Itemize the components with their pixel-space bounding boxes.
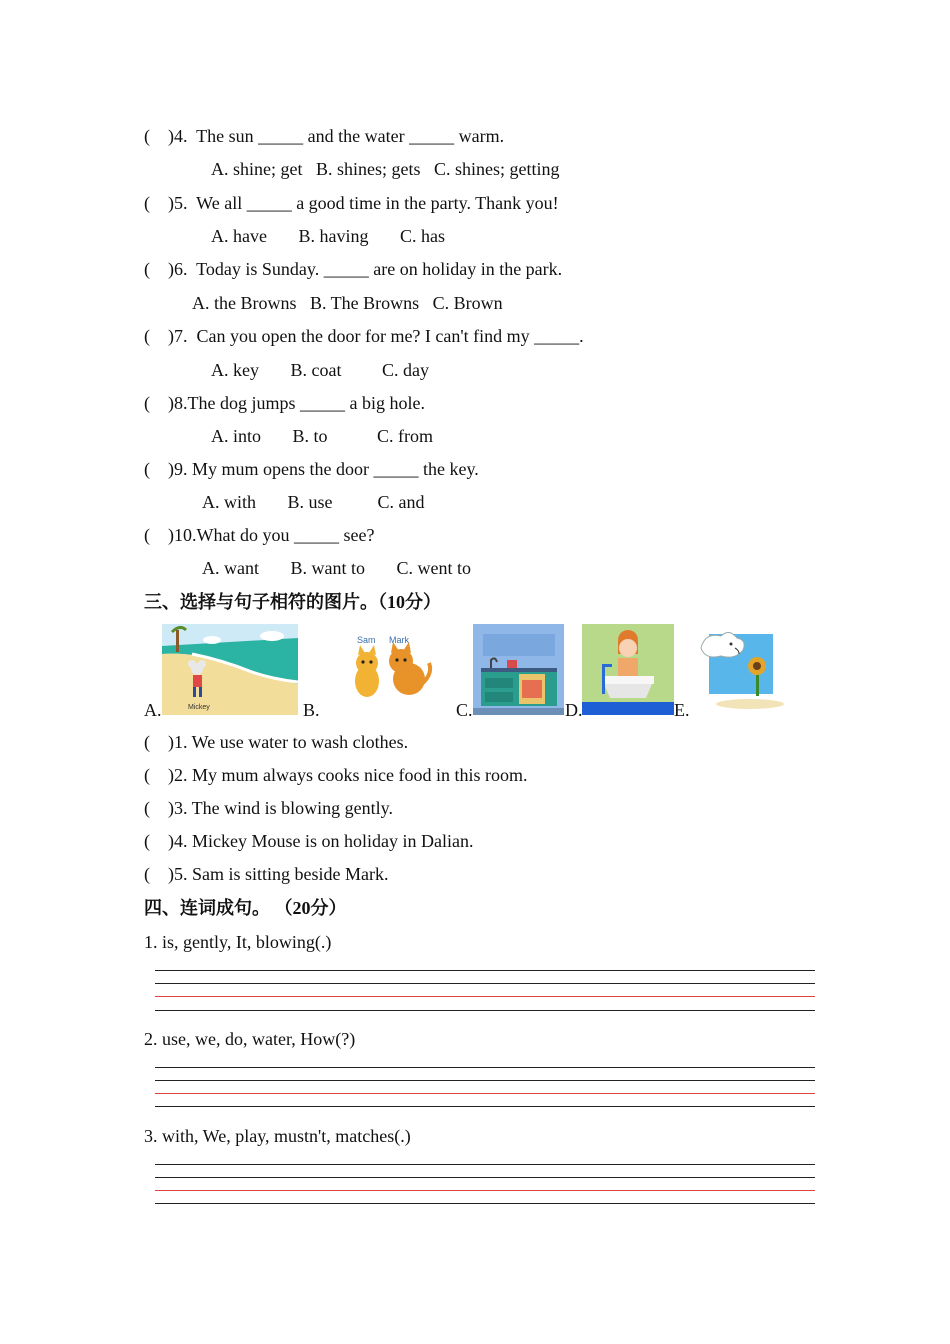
section4-item-2: 2. use, we, do, water, How(?) (144, 1029, 356, 1049)
question-10: ( )10.What do you _____ see? (144, 525, 375, 545)
question-8: ( )8.The dog jumps _____ a big hole. (144, 393, 425, 413)
section3-heading: 三、选择与句子相符的图片。（10分） (144, 592, 441, 612)
pic-label-d: D. (565, 700, 583, 720)
mark-caption: Mark (389, 635, 409, 645)
section4-heading: 四、连词成句。 （20分） (144, 898, 347, 918)
question-9-options: A. with B. use C. and (202, 492, 425, 512)
question-5-options: A. have B. having C. has (211, 226, 445, 246)
question-5: ( )5. We all _____ a good time in the party. Thank you! (144, 193, 559, 213)
writing-lines-1[interactable] (155, 970, 815, 1014)
question-4-options: A. shine; get B. shines; gets C. shines; getting (211, 159, 560, 179)
question-6-options: A. the Browns B. The Browns C. Brown (192, 293, 503, 313)
wind-sunflower-picture (695, 628, 785, 712)
section4-item-1: 1. is, gently, It, blowing(.) (144, 932, 332, 952)
beach-mickey-picture (162, 624, 298, 715)
writing-lines-3[interactable] (155, 1164, 815, 1208)
section3-item-3: ( )3. The wind is blowing gently. (144, 798, 393, 818)
question-10-options: A. want B. want to C. went to (202, 558, 471, 578)
question-6: ( )6. Today is Sunday. _____ are on holiday in the park. (144, 259, 563, 279)
pic-label-c: C. (456, 700, 473, 720)
question-7: ( )7. Can you open the door for me? I can't find my _____. (144, 326, 584, 346)
pic-label-a: A. (144, 700, 162, 720)
writing-lines-2[interactable] (155, 1067, 815, 1111)
pic-label-b: B. (303, 700, 320, 720)
question-9: ( )9. My mum opens the door _____ the key. (144, 459, 479, 479)
sam-caption: Sam (357, 635, 376, 645)
sam-mark-cats-picture (345, 633, 435, 701)
section4-item-3: 3. with, We, play, mustn't, matches(.) (144, 1126, 411, 1146)
question-8-options: A. into B. to C. from (211, 426, 434, 446)
section3-item-2: ( )2. My mum always cooks nice food in this room. (144, 765, 528, 785)
section3-item-1: ( )1. We use water to wash clothes. (144, 732, 409, 752)
section3-item-5: ( )5. Sam is sitting beside Mark. (144, 864, 389, 884)
section3-item-4: ( )4. Mickey Mouse is on holiday in Dalian. (144, 831, 474, 851)
mickey-caption: Mickey (188, 704, 210, 711)
kitchen-picture (473, 624, 564, 715)
washing-clothes-picture (582, 624, 674, 715)
question-7-options: A. key B. coat C. day (211, 360, 429, 380)
pic-label-e: E. (674, 700, 690, 720)
question-4: ( )4. The sun _____ and the water _____ warm. (144, 126, 505, 146)
